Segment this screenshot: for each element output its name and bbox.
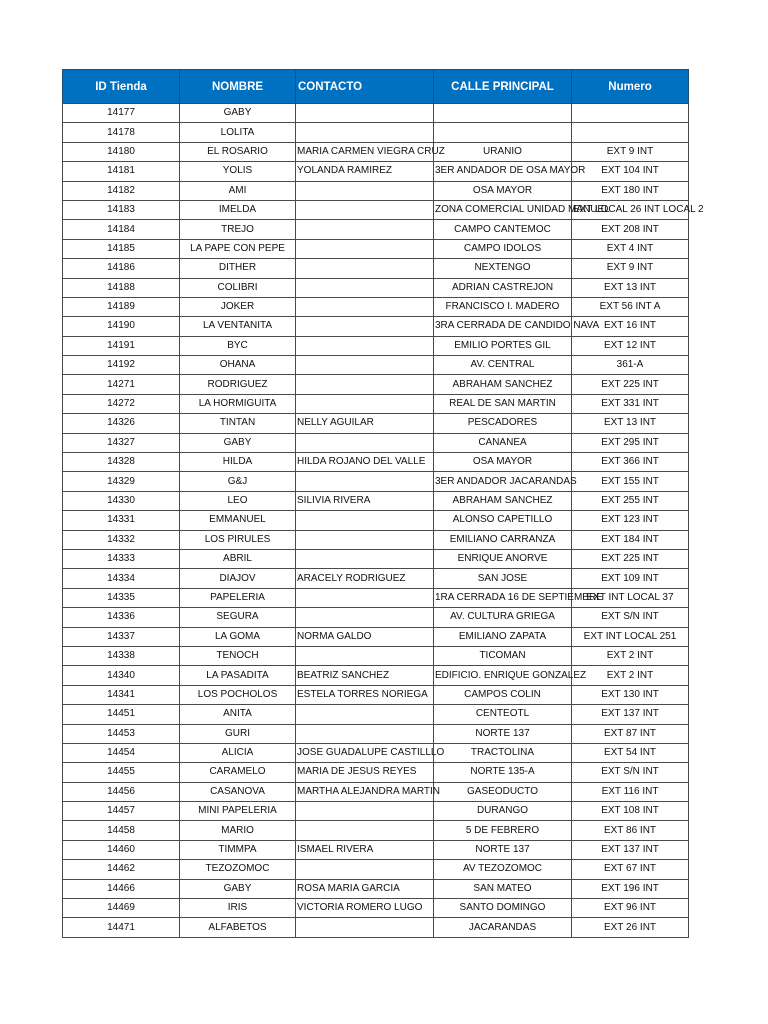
table-row — [63, 646, 689, 665]
cell-id-tienda[interactable]: 14331 — [63, 511, 180, 530]
cell-numero[interactable]: EXT INT LOCAL 37 — [572, 588, 689, 607]
cell-numero[interactable]: EXT 109 INT — [572, 569, 689, 588]
table-row — [63, 453, 689, 472]
cell-calle-principal[interactable]: TICOMAN — [434, 646, 572, 665]
cell-calle-principal[interactable]: CAMPO IDOLOS — [434, 239, 572, 258]
cell-calle-principal[interactable]: EMILIO PORTES GIL — [434, 336, 572, 355]
cell-nombre[interactable]: GURI — [180, 724, 296, 743]
cell-nombre[interactable]: CASANOVA — [180, 782, 296, 801]
cell-numero[interactable]: EXT 137 INT — [572, 840, 689, 859]
cell-id-tienda[interactable]: 14338 — [63, 646, 180, 665]
cell-nombre[interactable]: LOS PIRULES — [180, 530, 296, 549]
cell-contacto[interactable] — [296, 104, 434, 123]
cell-calle-principal[interactable] — [434, 104, 572, 123]
cell-calle-principal[interactable]: GASEODUCTO — [434, 782, 572, 801]
cell-numero[interactable]: EXT 295 INT — [572, 433, 689, 452]
cell-contacto[interactable] — [296, 220, 434, 239]
table-row — [63, 763, 689, 782]
cell-id-tienda[interactable]: 14328 — [63, 453, 180, 472]
cell-contacto[interactable]: MARIA CARMEN VIEGRA CRUZ — [296, 142, 434, 161]
table-row — [63, 860, 689, 879]
table-row — [63, 336, 689, 355]
table-row — [63, 705, 689, 724]
cell-nombre[interactable]: MARIO — [180, 821, 296, 840]
cell-numero[interactable]: EXT 196 INT — [572, 879, 689, 898]
table-row — [63, 840, 689, 859]
cell-numero[interactable]: EXT 104 INT — [572, 162, 689, 181]
cell-calle-principal[interactable]: NORTE 135-A — [434, 763, 572, 782]
cell-calle-principal[interactable]: 3ER ANDADOR JACARANDAS — [434, 472, 572, 491]
cell-contacto[interactable] — [296, 549, 434, 568]
table-row — [63, 472, 689, 491]
cell-numero[interactable]: EXT 225 INT — [572, 549, 689, 568]
cell-contacto[interactable] — [296, 918, 434, 937]
cell-id-tienda[interactable]: 14453 — [63, 724, 180, 743]
cell-numero[interactable]: EXT 2 INT — [572, 666, 689, 685]
cell-numero[interactable]: EXT 67 INT — [572, 860, 689, 879]
cell-contacto[interactable]: SILIVIA RIVERA — [296, 491, 434, 510]
table-row — [63, 821, 689, 840]
cell-id-tienda[interactable]: 14184 — [63, 220, 180, 239]
table-row — [63, 491, 689, 510]
cell-numero[interactable]: EXT 208 INT — [572, 220, 689, 239]
cell-numero[interactable]: EXT 96 INT — [572, 899, 689, 918]
cell-contacto[interactable] — [296, 394, 434, 413]
cell-id-tienda[interactable]: 14330 — [63, 491, 180, 510]
cell-nombre[interactable]: SEGURA — [180, 608, 296, 627]
cell-nombre[interactable]: IRIS — [180, 899, 296, 918]
cell-id-tienda[interactable]: 14335 — [63, 588, 180, 607]
cell-calle-principal[interactable]: DURANGO — [434, 802, 572, 821]
cell-nombre[interactable]: LOLITA — [180, 123, 296, 142]
cell-numero[interactable]: EXT 255 INT — [572, 491, 689, 510]
cell-id-tienda[interactable]: 14451 — [63, 705, 180, 724]
table-row — [63, 104, 689, 123]
table-row — [63, 666, 689, 685]
cell-contacto[interactable] — [296, 511, 434, 530]
cell-calle-principal[interactable]: ALONSO CAPETILLO — [434, 511, 572, 530]
cell-nombre[interactable]: LA VENTANITA — [180, 317, 296, 336]
cell-calle-principal[interactable]: PESCADORES — [434, 414, 572, 433]
cell-id-tienda[interactable]: 14336 — [63, 608, 180, 627]
cell-nombre[interactable]: ANITA — [180, 705, 296, 724]
cell-calle-principal[interactable]: ZONA COMERCIAL UNIDAD MANUEL — [434, 200, 572, 219]
cell-nombre[interactable]: HILDA — [180, 453, 296, 472]
table-body — [63, 104, 704, 938]
cell-calle-principal[interactable]: 3ER ANDADOR DE OSA MAYOR — [434, 162, 572, 181]
cell-contacto[interactable] — [296, 123, 434, 142]
cell-contacto[interactable] — [296, 724, 434, 743]
cell-calle-principal[interactable]: 1RA CERRADA 16 DE SEPTIEMBRE — [434, 588, 572, 607]
cell-nombre[interactable]: TREJO — [180, 220, 296, 239]
table-row — [63, 220, 689, 239]
table-row — [63, 879, 689, 898]
table-row — [63, 569, 689, 588]
cell-calle-principal[interactable]: TRACTOLINA — [434, 743, 572, 762]
cell-numero[interactable]: EXT 130 INT — [572, 685, 689, 704]
cell-contacto[interactable] — [296, 646, 434, 665]
cell-nombre[interactable]: EMMANUEL — [180, 511, 296, 530]
cell-nombre[interactable]: DITHER — [180, 259, 296, 278]
cell-nombre[interactable]: BYC — [180, 336, 296, 355]
cell-calle-principal[interactable] — [434, 123, 572, 142]
cell-calle-principal[interactable]: CAMPOS COLIN — [434, 685, 572, 704]
cell-numero[interactable]: EXT 184 INT — [572, 530, 689, 549]
cell-numero[interactable]: EXT 13 INT — [572, 278, 689, 297]
cell-id-tienda[interactable]: 14189 — [63, 297, 180, 316]
table-row — [63, 685, 689, 704]
cell-calle-principal[interactable]: 5 DE FEBRERO — [434, 821, 572, 840]
cell-id-tienda[interactable]: 14457 — [63, 802, 180, 821]
table-row — [63, 162, 689, 181]
table-row — [63, 588, 689, 607]
cell-nombre[interactable]: LA PASADITA — [180, 666, 296, 685]
cell-contacto[interactable] — [296, 181, 434, 200]
cell-contacto[interactable]: VICTORIA ROMERO LUGO — [296, 899, 434, 918]
cell-id-tienda[interactable]: 14188 — [63, 278, 180, 297]
cell-nombre[interactable]: GABY — [180, 433, 296, 452]
cell-numero[interactable]: EXT 56 INT A — [572, 297, 689, 316]
cell-id-tienda[interactable]: 14180 — [63, 142, 180, 161]
cell-nombre[interactable]: GABY — [180, 104, 296, 123]
cell-calle-principal[interactable]: OSA MAYOR — [434, 181, 572, 200]
cell-calle-principal[interactable]: AV. CENTRAL — [434, 356, 572, 375]
cell-contacto[interactable] — [296, 375, 434, 394]
table-row — [63, 123, 689, 142]
table-row — [63, 530, 689, 549]
cell-id-tienda[interactable]: 14458 — [63, 821, 180, 840]
header-contacto[interactable]: CONTACTO — [296, 70, 434, 104]
cell-numero[interactable]: EXT S/N INT — [572, 763, 689, 782]
cell-calle-principal[interactable]: SAN MATEO — [434, 879, 572, 898]
cell-numero[interactable]: EXT 155 INT — [572, 472, 689, 491]
cell-contacto[interactable] — [296, 530, 434, 549]
cell-numero[interactable]: 361-A — [572, 356, 689, 375]
cell-nombre[interactable]: TENOCH — [180, 646, 296, 665]
cell-nombre[interactable]: LA HORMIGUITA — [180, 394, 296, 413]
cell-nombre[interactable]: LA PAPE CON PEPE — [180, 239, 296, 258]
cell-id-tienda[interactable]: 14337 — [63, 627, 180, 646]
cell-nombre[interactable]: ALFABETOS — [180, 918, 296, 937]
cell-calle-principal[interactable]: ABRAHAM SANCHEZ — [434, 375, 572, 394]
cell-nombre[interactable]: LOS POCHOLOS — [180, 685, 296, 704]
cell-calle-principal[interactable]: OSA MAYOR — [434, 453, 572, 472]
cell-contacto[interactable]: MARIA DE JESUS REYES — [296, 763, 434, 782]
table-row — [63, 918, 689, 937]
cell-numero[interactable]: EXT INT LOCAL 251 — [572, 627, 689, 646]
cell-contacto[interactable]: YOLANDA RAMIREZ — [296, 162, 434, 181]
table-row — [63, 511, 689, 530]
cell-numero[interactable]: EXT 366 INT — [572, 453, 689, 472]
cell-id-tienda[interactable]: 14185 — [63, 239, 180, 258]
cell-contacto[interactable] — [296, 608, 434, 627]
cell-nombre[interactable]: GABY — [180, 879, 296, 898]
cell-numero[interactable]: EXT 108 INT — [572, 802, 689, 821]
cell-id-tienda[interactable]: 14178 — [63, 123, 180, 142]
cell-id-tienda[interactable]: 14455 — [63, 763, 180, 782]
table-row — [63, 317, 689, 336]
cell-nombre[interactable]: PAPELERIA — [180, 588, 296, 607]
cell-calle-principal[interactable]: AV TEZOZOMOC — [434, 860, 572, 879]
cell-nombre[interactable]: TEZOZOMOC — [180, 860, 296, 879]
cell-numero[interactable]: EXT 4 INT — [572, 239, 689, 258]
cell-contacto[interactable]: BEATRIZ SANCHEZ — [296, 666, 434, 685]
cell-calle-principal[interactable]: JACARANDAS — [434, 918, 572, 937]
cell-id-tienda[interactable]: 14181 — [63, 162, 180, 181]
cell-id-tienda[interactable]: 14271 — [63, 375, 180, 394]
cell-calle-principal[interactable]: CENTEOTL — [434, 705, 572, 724]
table-row — [63, 239, 689, 258]
cell-calle-principal[interactable]: NEXTENGO — [434, 259, 572, 278]
cell-contacto[interactable] — [296, 472, 434, 491]
cell-nombre[interactable]: JOKER — [180, 297, 296, 316]
cell-calle-principal[interactable]: SANTO DOMINGO — [434, 899, 572, 918]
cell-numero[interactable]: EXT 331 INT — [572, 394, 689, 413]
cell-nombre[interactable]: LA GOMA — [180, 627, 296, 646]
cell-calle-principal[interactable]: CANANEA — [434, 433, 572, 452]
cell-contacto[interactable]: NORMA GALDO — [296, 627, 434, 646]
table-row — [63, 297, 689, 316]
header-id-tienda[interactable]: ID Tienda — [63, 70, 180, 104]
cell-contacto[interactable]: MARTHA ALEJANDRA MARTIN — [296, 782, 434, 801]
cell-contacto[interactable] — [296, 588, 434, 607]
header-numero[interactable]: Numero — [572, 70, 689, 104]
table-row — [63, 433, 689, 452]
cell-calle-principal[interactable]: REAL DE SAN MARTIN — [434, 394, 572, 413]
cell-numero[interactable] — [572, 123, 689, 142]
cell-contacto[interactable]: ROSA MARIA GARCIA — [296, 879, 434, 898]
cell-calle-principal[interactable]: ABRAHAM SANCHEZ — [434, 491, 572, 510]
cell-id-tienda[interactable]: 14460 — [63, 840, 180, 859]
table-row — [63, 899, 689, 918]
cell-nombre[interactable]: MINI PAPELERIA — [180, 802, 296, 821]
cell-contacto[interactable] — [296, 821, 434, 840]
cell-nombre[interactable]: YOLIS — [180, 162, 296, 181]
cell-nombre[interactable]: DIAJOV — [180, 569, 296, 588]
cell-contacto[interactable] — [296, 259, 434, 278]
cell-id-tienda[interactable]: 14329 — [63, 472, 180, 491]
cell-calle-principal[interactable]: ENRIQUE ANORVE — [434, 549, 572, 568]
cell-id-tienda[interactable]: 14469 — [63, 899, 180, 918]
cell-calle-principal[interactable]: NORTE 137 — [434, 840, 572, 859]
cell-id-tienda[interactable]: 14183 — [63, 200, 180, 219]
cell-nombre[interactable]: AMI — [180, 181, 296, 200]
cell-id-tienda[interactable]: 14332 — [63, 530, 180, 549]
cell-contacto[interactable] — [296, 200, 434, 219]
cell-calle-principal[interactable]: NORTE 137 — [434, 724, 572, 743]
table-row — [63, 142, 689, 161]
table-row — [63, 724, 689, 743]
cell-numero[interactable]: EXT 13 INT — [572, 414, 689, 433]
cell-nombre[interactable]: G&J — [180, 472, 296, 491]
cell-contacto[interactable]: ISMAEL RIVERA — [296, 840, 434, 859]
table-row — [63, 743, 689, 762]
cell-id-tienda[interactable]: 14272 — [63, 394, 180, 413]
table-row — [63, 394, 689, 413]
cell-calle-principal[interactable]: FRANCISCO I. MADERO — [434, 297, 572, 316]
cell-numero[interactable]: EXT 87 INT — [572, 724, 689, 743]
cell-numero[interactable]: EXT 123 INT — [572, 511, 689, 530]
cell-contacto[interactable]: ESTELA TORRES NORIEGA — [296, 685, 434, 704]
cell-id-tienda[interactable]: 14466 — [63, 879, 180, 898]
cell-id-tienda[interactable]: 14182 — [63, 181, 180, 200]
cell-contacto[interactable]: HILDA ROJANO DEL VALLE — [296, 453, 434, 472]
cell-numero[interactable]: EXT S/N INT — [572, 608, 689, 627]
cell-nombre[interactable]: ABRIL — [180, 549, 296, 568]
cell-contacto[interactable] — [296, 356, 434, 375]
cell-id-tienda[interactable]: 14340 — [63, 666, 180, 685]
cell-contacto[interactable] — [296, 317, 434, 336]
cell-id-tienda[interactable]: 14192 — [63, 356, 180, 375]
table-row — [63, 375, 689, 394]
cell-nombre[interactable]: ALICIA — [180, 743, 296, 762]
cell-numero[interactable]: EXT 16 INT — [572, 317, 689, 336]
header-row — [63, 70, 689, 104]
table-row — [63, 608, 689, 627]
cell-calle-principal[interactable]: ADRIAN CASTREJON — [434, 278, 572, 297]
cell-numero[interactable]: EXT 54 INT — [572, 743, 689, 762]
table-row — [63, 414, 689, 433]
table-row — [63, 782, 689, 801]
cell-contacto[interactable] — [296, 802, 434, 821]
cell-contacto[interactable] — [296, 239, 434, 258]
table-row — [63, 278, 689, 297]
cell-numero[interactable]: EXT 86 INT — [572, 821, 689, 840]
cell-id-tienda[interactable]: 14326 — [63, 414, 180, 433]
cell-nombre[interactable]: CARAMELO — [180, 763, 296, 782]
header-nombre[interactable]: NOMBRE — [180, 70, 296, 104]
cell-contacto[interactable] — [296, 860, 434, 879]
cell-id-tienda[interactable]: 14471 — [63, 918, 180, 937]
cell-id-tienda[interactable]: 14191 — [63, 336, 180, 355]
cell-nombre[interactable]: COLIBRI — [180, 278, 296, 297]
cell-calle-principal[interactable]: CAMPO CANTEMOC — [434, 220, 572, 239]
table-row — [63, 200, 689, 219]
table-row — [63, 627, 689, 646]
table-row — [63, 549, 689, 568]
cell-numero[interactable]: EXT 225 INT — [572, 375, 689, 394]
cell-calle-principal[interactable]: EMILIANO ZAPATA — [434, 627, 572, 646]
cell-contacto[interactable] — [296, 433, 434, 452]
cell-numero[interactable]: EXT 26 INT — [572, 918, 689, 937]
cell-calle-principal[interactable]: EMILIANO CARRANZA — [434, 530, 572, 549]
cell-id-tienda[interactable]: 14177 — [63, 104, 180, 123]
cell-numero[interactable]: EXT LOCAL 26 INT LOCAL 2 — [572, 200, 689, 219]
cell-numero[interactable]: EXT 9 INT — [572, 259, 689, 278]
header-calle-principal[interactable]: CALLE PRINCIPAL — [434, 70, 572, 104]
cell-nombre[interactable]: IMELDA — [180, 200, 296, 219]
cell-contacto[interactable] — [296, 278, 434, 297]
cell-id-tienda[interactable]: 14334 — [63, 569, 180, 588]
cell-numero[interactable]: EXT 137 INT — [572, 705, 689, 724]
cell-nombre[interactable]: EL ROSARIO — [180, 142, 296, 161]
cell-nombre[interactable]: TIMMPA — [180, 840, 296, 859]
cell-id-tienda[interactable]: 14454 — [63, 743, 180, 762]
cell-id-tienda[interactable]: 14462 — [63, 860, 180, 879]
cell-id-tienda[interactable]: 14341 — [63, 685, 180, 704]
cell-numero[interactable]: EXT 2 INT — [572, 646, 689, 665]
cell-contacto[interactable]: ARACELY RODRIGUEZ — [296, 569, 434, 588]
cell-id-tienda[interactable]: 14456 — [63, 782, 180, 801]
cell-numero[interactable] — [572, 104, 689, 123]
cell-contacto[interactable]: NELLY AGUILAR — [296, 414, 434, 433]
cell-numero[interactable]: EXT 116 INT — [572, 782, 689, 801]
cell-nombre[interactable]: RODRIGUEZ — [180, 375, 296, 394]
cell-nombre[interactable]: LEO — [180, 491, 296, 510]
cell-numero[interactable]: EXT 12 INT — [572, 336, 689, 355]
cell-calle-principal[interactable]: EDIFICIO. ENRIQUE GONZALEZ — [434, 666, 572, 685]
table-row — [63, 802, 689, 821]
table-row — [63, 181, 689, 200]
cell-numero[interactable]: EXT 180 INT — [572, 181, 689, 200]
cell-id-tienda[interactable]: 14190 — [63, 317, 180, 336]
cell-contacto[interactable] — [296, 705, 434, 724]
cell-contacto[interactable]: JOSE GUADALUPE CASTILLLO — [296, 743, 434, 762]
table-row — [63, 259, 689, 278]
table-row — [63, 356, 689, 375]
cell-nombre[interactable]: OHANA — [180, 356, 296, 375]
cell-contacto[interactable] — [296, 297, 434, 316]
cell-contacto[interactable] — [296, 336, 434, 355]
cell-id-tienda[interactable]: 14333 — [63, 549, 180, 568]
store-table — [62, 69, 704, 938]
cell-calle-principal[interactable]: 3RA CERRADA DE CANDIDO NAVA — [434, 317, 572, 336]
cell-calle-principal[interactable]: URANIO — [434, 142, 572, 161]
cell-numero[interactable]: EXT 9 INT — [572, 142, 689, 161]
cell-calle-principal[interactable]: AV. CULTURA GRIEGA — [434, 608, 572, 627]
table-header — [63, 70, 689, 104]
cell-id-tienda[interactable]: 14186 — [63, 259, 180, 278]
cell-nombre[interactable]: TINTAN — [180, 414, 296, 433]
cell-id-tienda[interactable]: 14327 — [63, 433, 180, 452]
cell-calle-principal[interactable]: SAN JOSE — [434, 569, 572, 588]
